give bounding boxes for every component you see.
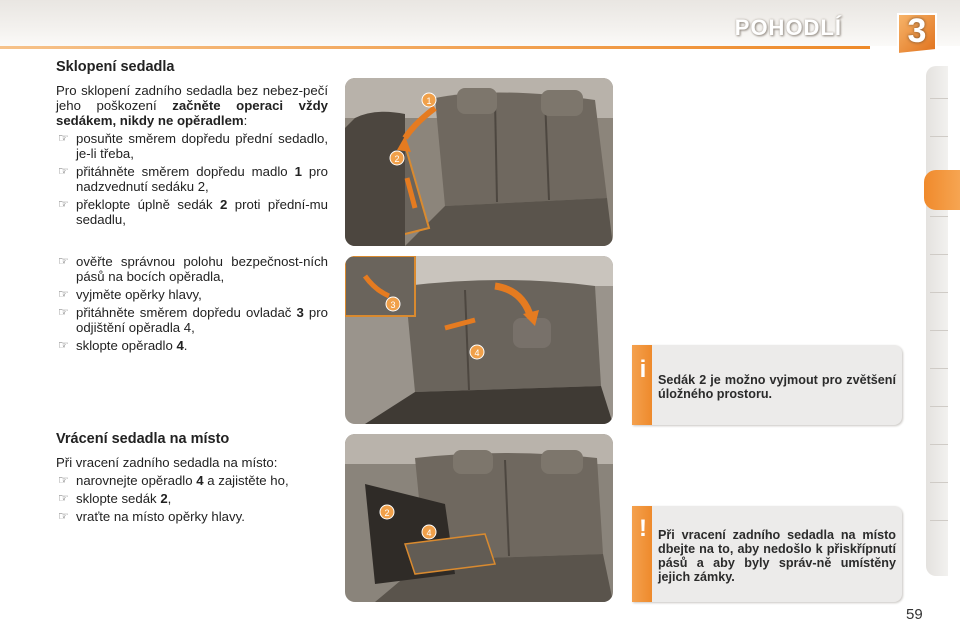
callout-number: 3	[390, 300, 396, 310]
warning-text: Při vracení zadního sedadla na místo dbejte na to, aby nedošlo k přiskřípnutí pásů a aby byly správ-ně umístěny jejich zámky.	[658, 528, 896, 584]
step-ref-number: 4	[196, 473, 204, 488]
step-item	[56, 509, 328, 524]
step-text-end: pro odjištění opěradla 4,	[76, 305, 328, 335]
tab-divider	[930, 444, 948, 445]
chapter-tabs	[926, 66, 948, 576]
step-ref-number: 1	[294, 164, 302, 179]
section-title: Vrácení sedadla na místo	[56, 431, 230, 447]
step-text-end: ,	[167, 491, 172, 506]
step-item	[56, 197, 328, 227]
pointer-bullet-icon: ☞	[58, 287, 69, 301]
section-fold-seat	[56, 60, 328, 230]
section-title: Sklopení sedadla	[56, 59, 175, 75]
rear-seat-illustration	[345, 434, 613, 602]
step-text-end: pro nadzvednutí sedáku 2,	[76, 164, 328, 194]
photo-seat-cushion-tilt	[345, 78, 613, 246]
intro-paragraph: Při vracení zadního sedadla na místo:	[56, 455, 278, 470]
step-ref-number: 2	[160, 491, 168, 506]
step-item	[56, 287, 328, 302]
intro-bold-text: začněte operaci vždy sedákem, nikdy ne opěradlem	[56, 98, 328, 128]
tab-divider	[930, 292, 948, 293]
step-item	[56, 305, 328, 335]
step-ref-number: 2	[220, 197, 228, 212]
tab-divider	[930, 406, 948, 407]
step-item	[56, 338, 328, 353]
tab-divider	[930, 330, 948, 331]
callout-number: 1	[426, 96, 432, 106]
callout-number: 4	[474, 348, 480, 358]
info-icon: i	[639, 356, 647, 383]
step-text: vyjměte opěrky hlavy,	[76, 287, 202, 302]
step-item	[56, 164, 328, 194]
pointer-bullet-icon: ☞	[58, 254, 69, 268]
active-chapter-tab[interactable]	[924, 170, 960, 210]
step-item	[56, 491, 328, 506]
chapter-number: 3	[907, 12, 927, 50]
intro-paragraph	[56, 83, 328, 128]
photo-backrest-fold	[345, 256, 613, 424]
info-note-box	[632, 345, 902, 425]
warning-note-box	[632, 506, 902, 602]
tab-divider	[930, 482, 948, 483]
pointer-bullet-icon: ☞	[58, 491, 69, 505]
tab-divider	[930, 368, 948, 369]
step-text-end: proti přední-mu sedadlu,	[76, 197, 328, 227]
rear-seat-illustration	[345, 78, 613, 246]
step-text-end: .	[183, 338, 188, 353]
tab-divider	[930, 136, 948, 137]
pointer-bullet-icon: ☞	[58, 131, 69, 145]
step-text: ověřte správnou polohu bezpečnost-ních pásů na bocích opěradla,	[76, 254, 328, 284]
tab-divider	[930, 216, 948, 217]
step-text: narovnejte opěradlo	[76, 473, 197, 488]
steps-list	[56, 254, 328, 353]
step-item	[56, 254, 328, 284]
step-text: přitáhněte směrem dopředu ovladač	[76, 305, 297, 320]
intro-end: :	[243, 113, 248, 128]
rear-seat-illustration	[345, 256, 613, 424]
warning-icon: !	[639, 515, 647, 542]
step-text-end: a zajistěte ho,	[203, 473, 289, 488]
callout-number: 2	[394, 154, 400, 164]
pointer-bullet-icon: ☞	[58, 197, 69, 211]
step-item	[56, 131, 328, 161]
intro-text: Pro sklopení zadního sedadla bez nebez-pečí jeho poškození	[56, 83, 328, 113]
step-text: sklopte sedák	[76, 491, 161, 506]
callout-number: 2	[384, 508, 390, 518]
page-number: 59	[906, 606, 923, 623]
tab-divider	[930, 98, 948, 99]
steps-list	[56, 473, 328, 524]
photo-seat-restore	[345, 434, 613, 602]
section-fold-backrest	[56, 254, 328, 356]
header-accent-line	[0, 46, 870, 49]
pointer-bullet-icon: ☞	[58, 509, 69, 523]
steps-list	[56, 131, 328, 227]
step-text: posuňte směrem dopředu přední sedadlo, je-li třeba,	[76, 131, 328, 161]
step-ref-number: 4	[176, 338, 184, 353]
pointer-bullet-icon: ☞	[58, 305, 69, 319]
chapter-badge	[892, 10, 942, 56]
step-text: překlopte úplně sedák	[76, 197, 221, 212]
callout-number: 4	[426, 528, 432, 538]
tab-divider	[930, 520, 948, 521]
section-restore-seat	[56, 432, 328, 527]
tab-divider	[930, 254, 948, 255]
chapter-title: POHODLÍ	[734, 15, 842, 40]
pointer-bullet-icon: ☞	[58, 164, 69, 178]
info-text: Sedák 2 je možno vyjmout pro zvětšení úložného prostoru.	[658, 373, 896, 401]
step-ref-number: 3	[296, 305, 304, 320]
pointer-bullet-icon: ☞	[58, 473, 69, 487]
step-text: sklopte opěradlo	[76, 338, 177, 353]
step-text: vraťte na místo opěrky hlavy.	[76, 509, 245, 524]
page-header	[0, 0, 960, 56]
pointer-bullet-icon: ☞	[58, 338, 69, 352]
step-text: přitáhněte směrem dopředu madlo	[76, 164, 295, 179]
step-item	[56, 473, 328, 488]
